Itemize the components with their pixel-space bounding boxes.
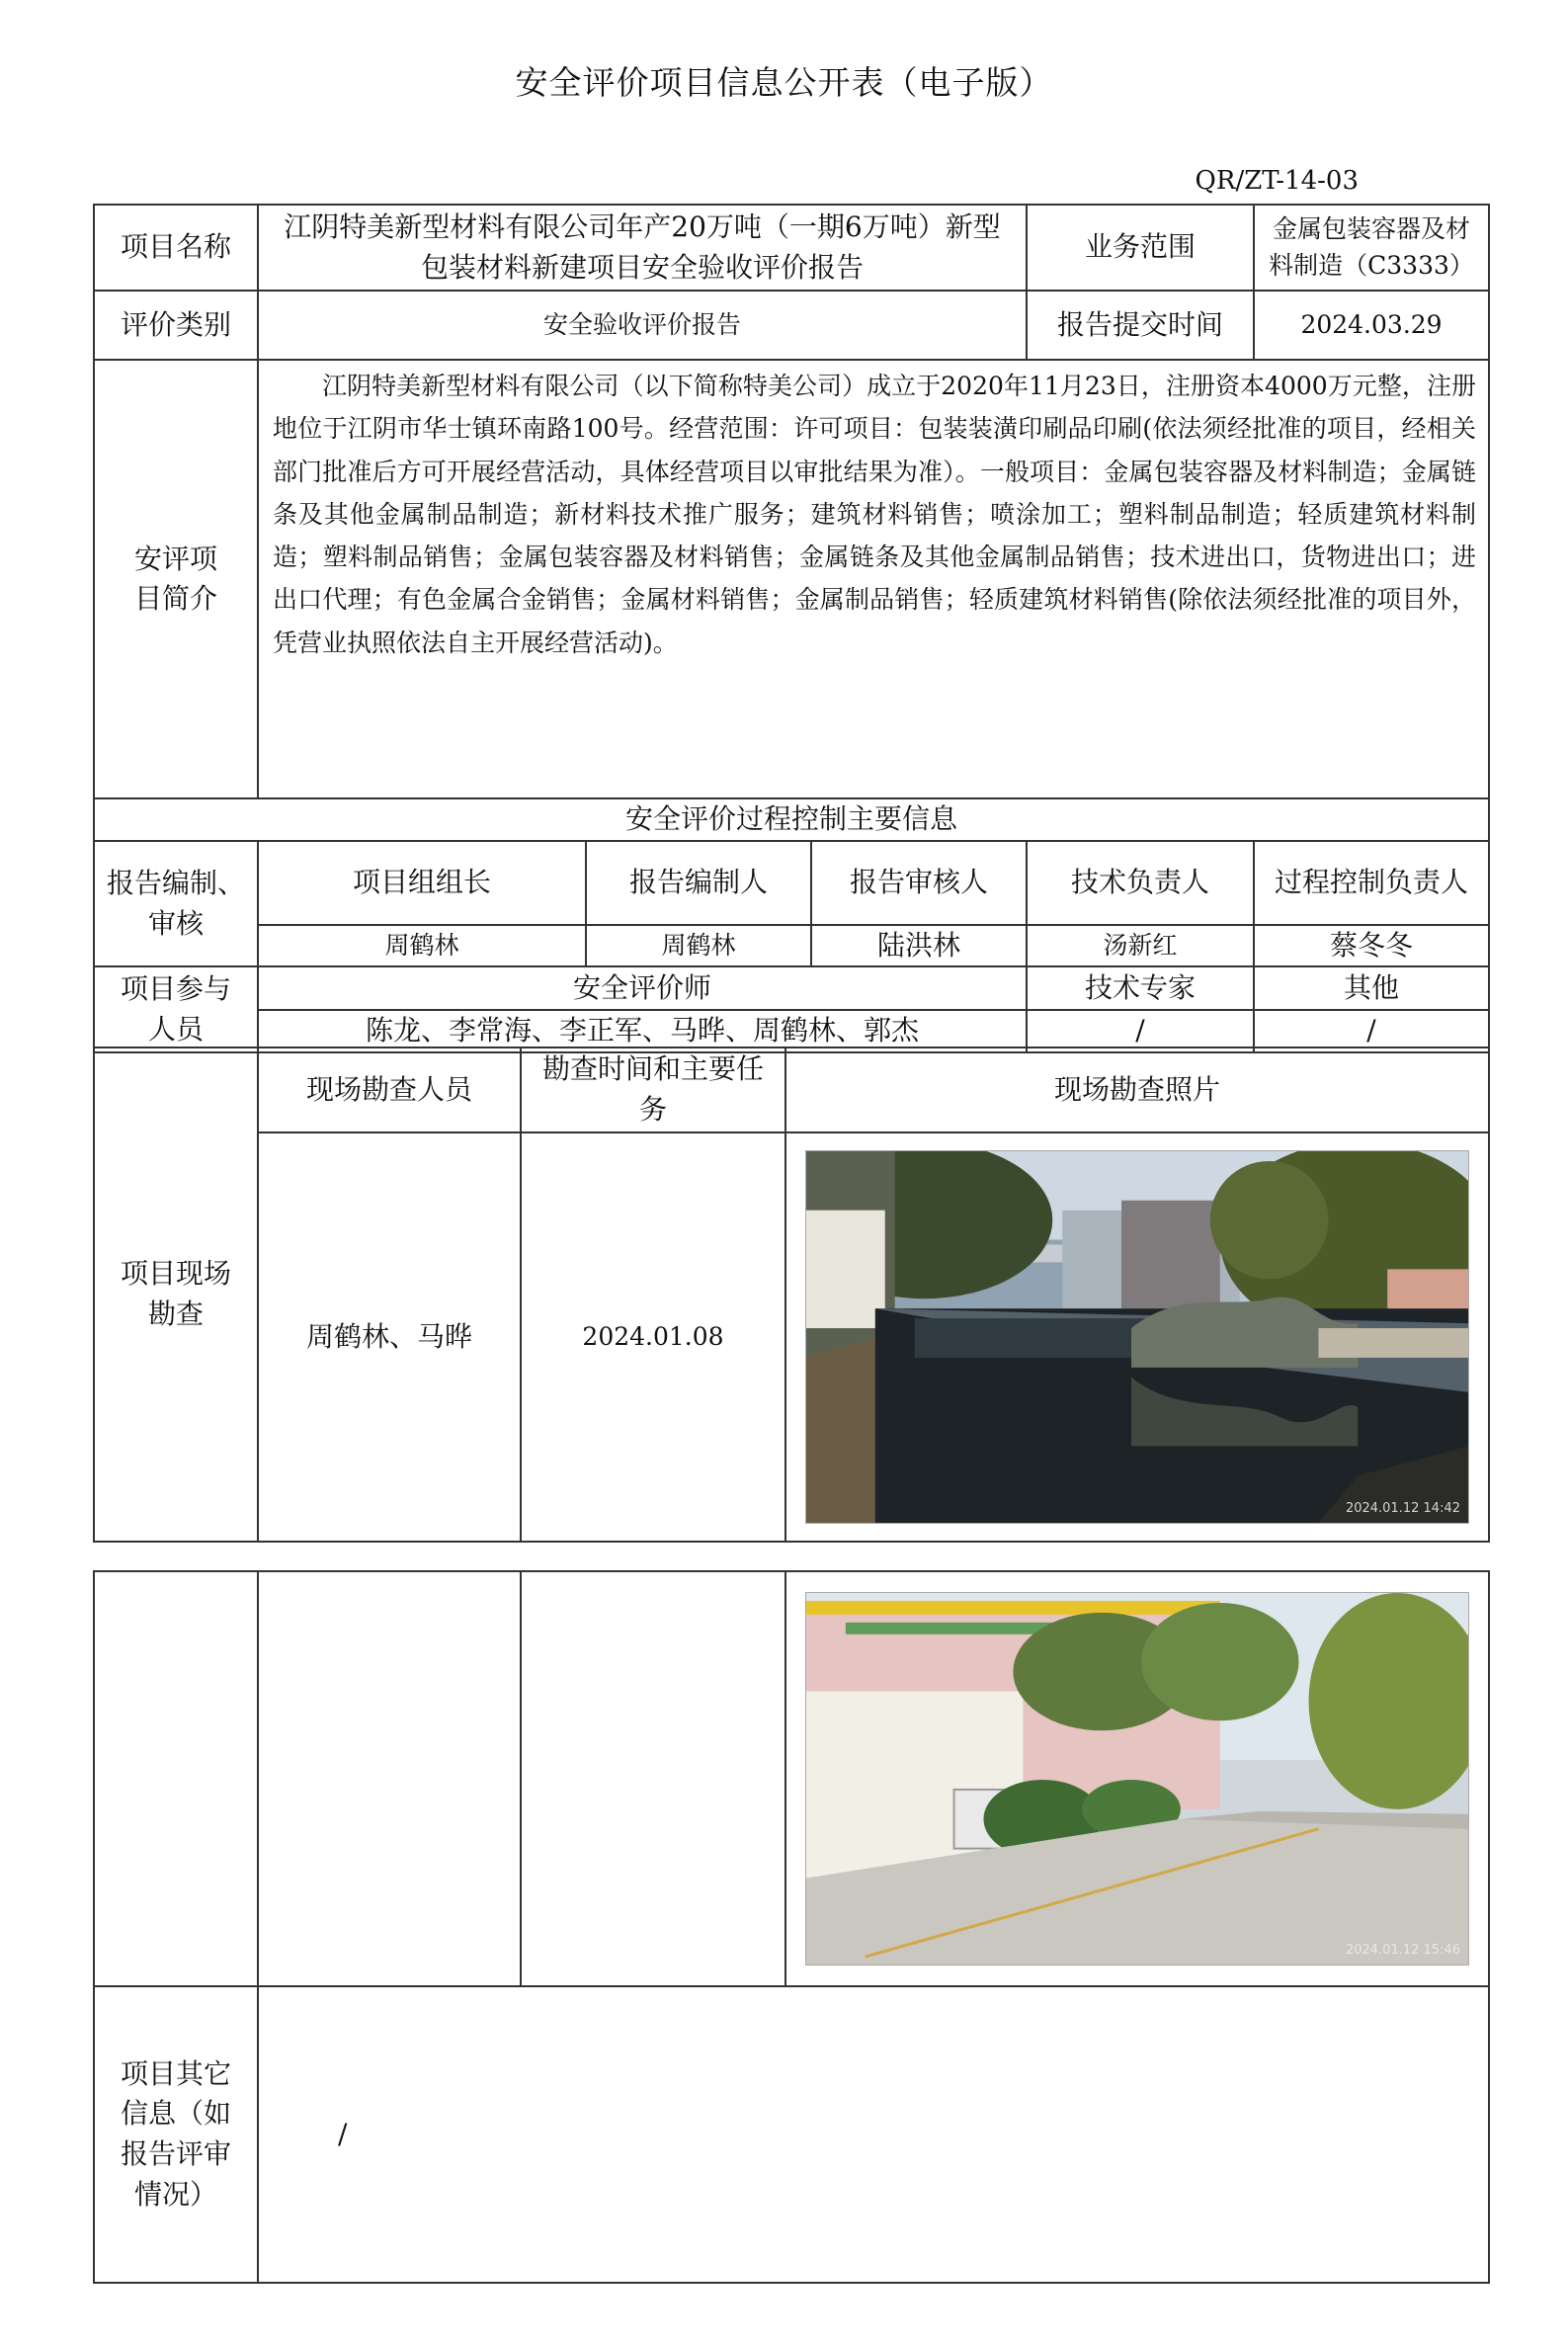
scope-label: 业务范围 (1027, 205, 1254, 291)
info-table (93, 204, 1490, 1053)
photo2-timestamp: 2024.01.12 15:46 (1345, 1943, 1460, 1959)
members-other: / (1254, 1010, 1489, 1052)
road-photo-image (806, 1593, 1468, 1965)
continuation-photo-cell (785, 1571, 1489, 1986)
other-info-value-cell (258, 1986, 1489, 2283)
continuation-table (93, 1570, 1490, 2284)
value-tech-lead: 汤新红 (1027, 925, 1254, 967)
project-name-label: 项目名称 (94, 205, 258, 291)
value-team-leader: 周鹤林 (258, 925, 586, 967)
category-label: 评价类别 (94, 291, 258, 360)
members-assessors: 陈龙、李常海、李正军、马晔、周鹤林、郭杰 (258, 1010, 1027, 1052)
survey-date: 2024.01.08 (521, 1132, 785, 1542)
members-header-experts: 技术专家 (1027, 966, 1254, 1010)
submit-time-label: 报告提交时间 (1027, 291, 1254, 360)
members-experts: / (1027, 1010, 1254, 1052)
submit-time-value: 2024.03.29 (1254, 291, 1489, 360)
category-value: 安全验收评价报告 (258, 291, 1027, 360)
survey-header-photos: 现场勘查照片 (785, 1047, 1489, 1132)
intro-label: 安评项目简介 (94, 360, 258, 798)
survey-header-persons: 现场勘查人员 (258, 1047, 521, 1132)
pond-photo-image (806, 1151, 1468, 1523)
survey-persons: 周鹤林、马晔 (258, 1132, 521, 1542)
other-info-label: 项目其它信息（如报告评审情况） (94, 1986, 258, 2283)
document-code: QR/ZT-14-03 (1195, 166, 1359, 196)
photo1-timestamp: 2024.01.12 14:42 (1345, 1501, 1460, 1517)
value-process-lead: 蔡冬冬 (1254, 925, 1489, 967)
page-title: 安全评价项目信息公开表（电子版） (515, 63, 1053, 102)
value-report-author: 周鹤林 (586, 925, 811, 967)
header-team-leader: 项目组组长 (258, 841, 586, 925)
members-label: 项目参与人员 (94, 966, 258, 1052)
survey-photo-cell (785, 1132, 1489, 1542)
survey-header-time: 勘查时间和主要任务 (521, 1047, 785, 1132)
continuation-time-cell (521, 1571, 785, 1986)
project-name-value: 江阴特美新型材料有限公司年产20万吨（一期6万吨）新型包装材料新建项目安全验收评价报告 (258, 205, 1027, 291)
continuation-label-cell (94, 1571, 258, 1986)
header-report-author: 报告编制人 (586, 841, 811, 925)
header-report-reviewer: 报告审核人 (811, 841, 1027, 925)
members-header-other: 其他 (1254, 966, 1489, 1010)
header-process-lead: 过程控制负责人 (1254, 841, 1489, 925)
other-info-value: / (338, 2117, 348, 2150)
survey-table (93, 1047, 1490, 1543)
survey-label: 项目现场勘查 (94, 1047, 258, 1542)
header-tech-lead: 技术负责人 (1027, 841, 1254, 925)
intro-text: 江阴特美新型材料有限公司（以下简称特美公司）成立于2020年11月23日，注册资本4000万元整，注册地位于江阴市华士镇环南路100号。经营范围：许可项目：包装装潢印刷品印刷(依法须经批准的项目，经相关部门批准后方可开展经营活动，具体经营项目以审批结果为准）。一般项目：金属包装容器及材料制造；金属链条及其他金属制品制造；新材料技术推广服务；建筑材料销售；喷涂加工；塑料制品制造；轻质建筑材料制造；塑料制品销售；金属包装容器及材料销售；金属链条及其他金属制品销售；技术进出口，货物进出口；进出口代理；有色金属合金销售；金属材料销售；金属制品销售；轻质建筑材料销售(除依法须经批准的项目外，凭营业执照依法自主开展经营活动)。 (258, 360, 1489, 798)
site-photo-pond (805, 1150, 1469, 1524)
site-photo-road (805, 1592, 1469, 1966)
continuation-persons-cell (258, 1571, 521, 1986)
scope-value: 金属包装容器及材料制造（C3333） (1254, 205, 1489, 291)
process-section-title: 安全评价过程控制主要信息 (94, 798, 1489, 841)
report-label: 报告编制、审核 (94, 841, 258, 967)
value-report-reviewer: 陆洪林 (811, 925, 1027, 967)
members-header-assessors: 安全评价师 (258, 966, 1027, 1010)
